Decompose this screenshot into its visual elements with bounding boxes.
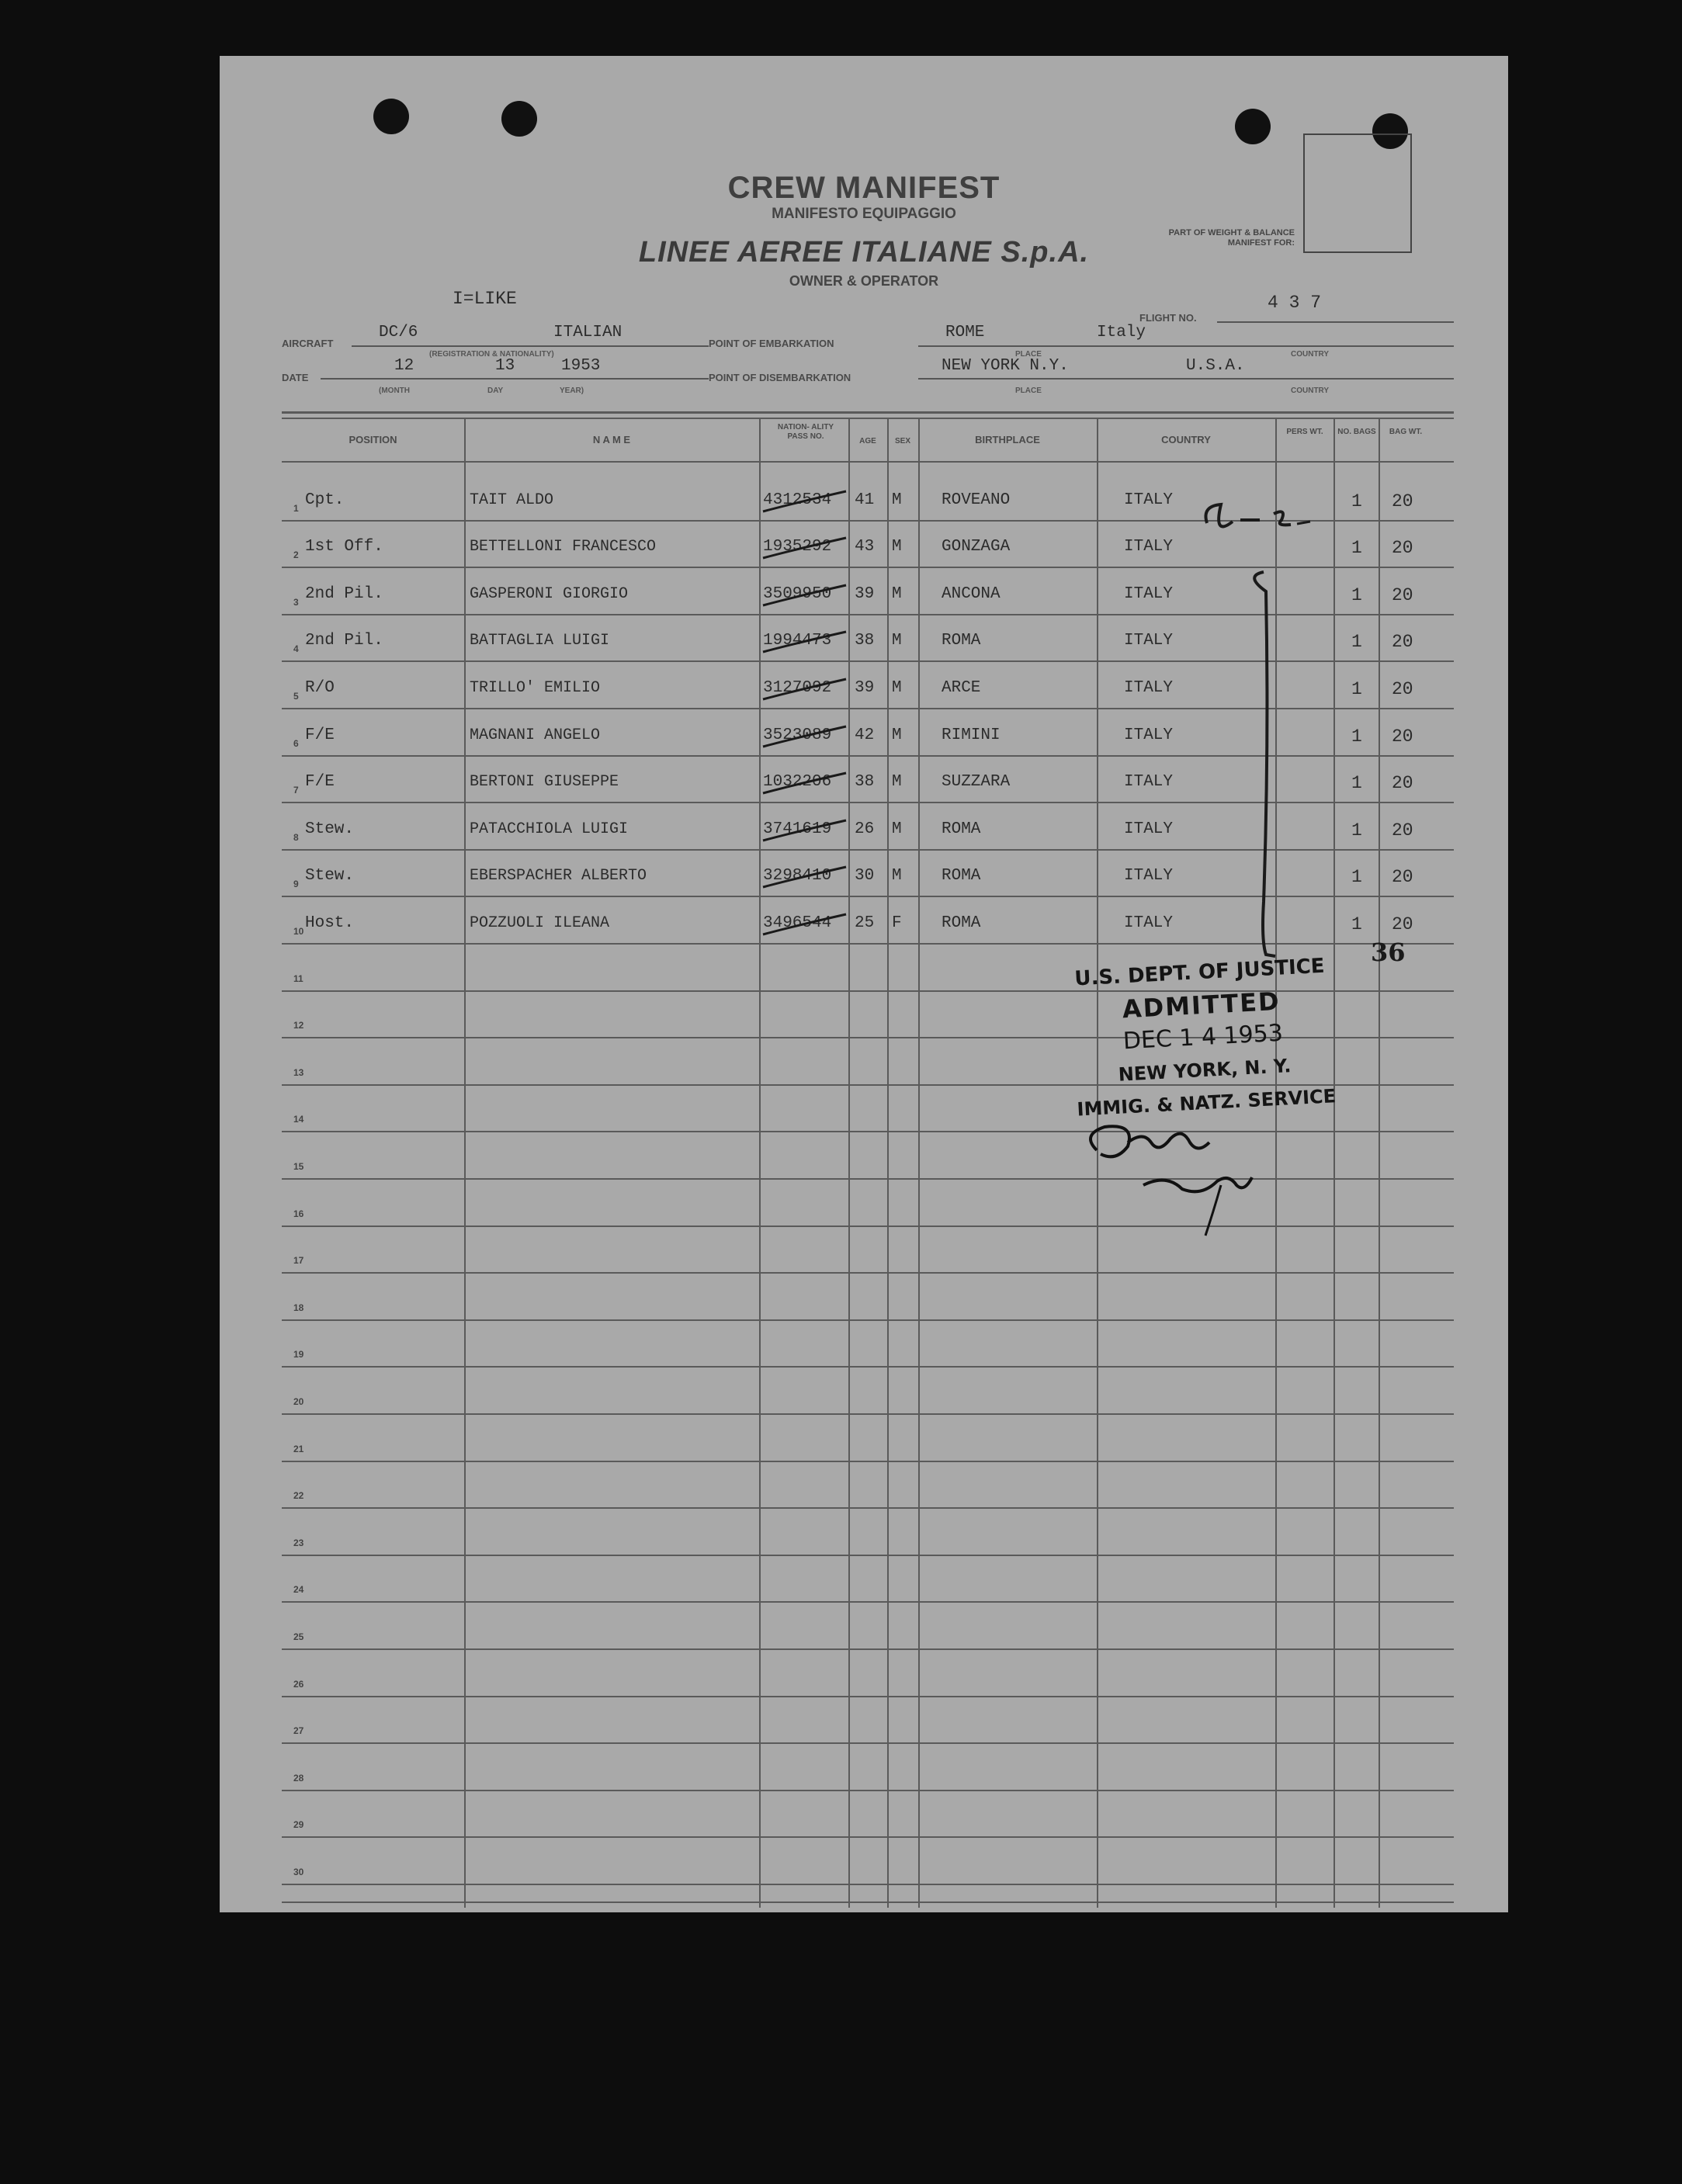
- col-divider: [918, 418, 920, 1908]
- col-header-birthplace: BIRTHPLACE: [975, 434, 1040, 445]
- country: ITALY: [1124, 538, 1174, 556]
- country: ITALY: [1124, 726, 1174, 744]
- row-number: 28: [293, 1773, 304, 1784]
- row-number: 27: [293, 1725, 304, 1736]
- punch-hole: [501, 101, 537, 137]
- col-header-sex: SEX: [894, 437, 910, 445]
- table-top-border: [282, 411, 1454, 414]
- bag-weight: 20: [1392, 867, 1413, 887]
- row-number: 25: [293, 1631, 304, 1642]
- bag-weight: 20: [1392, 491, 1413, 511]
- passport-strike-mark: [759, 767, 852, 798]
- day-label: DAY: [487, 387, 504, 395]
- table-bottom-border: [282, 1901, 1454, 1903]
- disembarkation-label: POINT OF DISEMBARKATION: [709, 372, 851, 383]
- passport-number: 3127092: [763, 679, 832, 697]
- row-number: 29: [293, 1819, 304, 1830]
- table-row: [282, 1790, 1454, 1791]
- row-number: 10: [293, 926, 304, 937]
- col-divider: [1379, 418, 1380, 1908]
- row-number: 23: [293, 1537, 304, 1548]
- row-number: 15: [293, 1161, 304, 1172]
- position: R/O: [305, 679, 335, 697]
- row-number: 18: [293, 1302, 304, 1313]
- table-top-border-2: [282, 418, 1454, 419]
- form-title: CREW MANIFEST: [727, 171, 1001, 205]
- crew-name: POZZUOLI ILEANA: [470, 914, 610, 932]
- bag-count: 1: [1351, 679, 1362, 699]
- row-number: 1: [293, 503, 299, 514]
- crew-name: BERTONI GIUSEPPE: [470, 773, 619, 791]
- sex: M: [892, 773, 902, 791]
- passport-number: 3523089: [763, 726, 832, 744]
- registration: I=LIKE: [453, 289, 517, 309]
- bag-count: 1: [1351, 820, 1362, 841]
- passport-strike-mark: [759, 485, 852, 516]
- date-label: DATE: [282, 372, 309, 383]
- passport-strike-mark: [759, 579, 852, 610]
- passport-number: 3741619: [763, 820, 832, 838]
- row-number: 11: [293, 973, 303, 984]
- table-row: [282, 1648, 1454, 1650]
- age: 38: [855, 632, 875, 650]
- stamp-line-5: IMMIG. & NATZ. SERVICE: [1076, 1085, 1337, 1121]
- bag-count: 1: [1351, 726, 1362, 747]
- sex: M: [892, 491, 902, 509]
- aircraft-underline: [352, 345, 709, 347]
- bag-count: 1: [1351, 914, 1362, 934]
- age: 30: [855, 867, 875, 885]
- row-number: 16: [293, 1208, 304, 1219]
- birthplace: ARCE: [942, 679, 981, 697]
- country-label-2: COUNTRY: [1291, 387, 1330, 395]
- aircraft-type: DC/6: [379, 324, 418, 341]
- place-label: PLACE: [1015, 350, 1042, 359]
- crew-name: MAGNANI ANGELO: [470, 726, 601, 744]
- age: 26: [855, 820, 875, 838]
- punch-hole: [1235, 109, 1271, 144]
- row-number: 20: [293, 1396, 304, 1407]
- bag-count: 1: [1351, 632, 1362, 652]
- row-number: 22: [293, 1490, 304, 1501]
- sex: M: [892, 867, 902, 885]
- passport-number: 1032206: [763, 773, 832, 791]
- country-label: COUNTRY: [1291, 350, 1330, 359]
- passport-strike-mark: [759, 814, 852, 845]
- row-number: 26: [293, 1679, 304, 1690]
- col-header-name: N A M E: [592, 434, 631, 445]
- country: ITALY: [1124, 632, 1174, 650]
- year-label: YEAR): [560, 387, 584, 395]
- date-underline: [321, 378, 709, 380]
- disembarkation-country: U.S.A.: [1186, 357, 1245, 375]
- position: F/E: [305, 773, 335, 791]
- passport-strike-mark: [759, 532, 852, 563]
- passport-number: 1994473: [763, 632, 832, 650]
- sex: M: [892, 632, 902, 650]
- sex: M: [892, 538, 902, 556]
- crew-name: EBERSPACHER ALBERTO: [470, 867, 647, 885]
- col-divider: [464, 418, 466, 1908]
- row-number: 24: [293, 1584, 304, 1595]
- sex: M: [892, 679, 902, 697]
- embarkation-country: Italy: [1097, 324, 1146, 341]
- disembarkation-underline: [918, 378, 1454, 380]
- country: ITALY: [1124, 585, 1174, 603]
- row-number: 21: [293, 1444, 304, 1454]
- stamp-line-2: ADMITTED: [1121, 986, 1281, 1024]
- airline-name: LINEE AEREE ITALIANE S.p.A.: [638, 236, 1090, 269]
- bag-count: 1: [1351, 585, 1362, 605]
- row-number: 19: [293, 1349, 304, 1360]
- punch-hole: [373, 99, 409, 134]
- passport-strike-mark: [759, 908, 852, 939]
- birthplace: ROMA: [942, 867, 981, 885]
- bag-weight: 20: [1392, 820, 1413, 841]
- age: 38: [855, 773, 875, 791]
- position: Host.: [305, 914, 355, 932]
- flight-label: FLIGHT NO.: [1139, 312, 1197, 324]
- month-label: (MONTH: [379, 387, 410, 395]
- place-label-2: PLACE: [1015, 387, 1042, 395]
- bag-weight: 20: [1392, 679, 1413, 699]
- table-row: [282, 1225, 1454, 1227]
- total-bag-weight: 36: [1371, 938, 1406, 967]
- table-row: [282, 1884, 1454, 1885]
- position: 1st Off.: [305, 538, 383, 556]
- bag-weight: 20: [1392, 773, 1413, 793]
- row-number: 9: [293, 879, 299, 889]
- embarkation-place: ROME: [945, 324, 985, 341]
- col-header-bag-wt: BAG WT.: [1389, 428, 1423, 436]
- manifest-sheet: [220, 56, 1508, 1912]
- birthplace: GONZAGA: [942, 538, 1011, 556]
- birthplace: ANCONA: [942, 585, 1001, 603]
- passport-strike-mark: [759, 673, 852, 704]
- inspector-signature: [1073, 1111, 1275, 1243]
- position: 2nd Pil.: [305, 632, 383, 650]
- birthplace: RIMINI: [942, 726, 1001, 744]
- country: ITALY: [1124, 914, 1174, 932]
- position: Stew.: [305, 867, 355, 885]
- col-divider: [1333, 418, 1335, 1908]
- position: F/E: [305, 726, 335, 744]
- passport-number: 1935292: [763, 538, 832, 556]
- position: Stew.: [305, 820, 355, 838]
- stamp-line-3: DEC 1 4 1953: [1122, 1019, 1284, 1056]
- country: ITALY: [1124, 679, 1174, 697]
- birthplace: ROVEANO: [942, 491, 1011, 509]
- row-number: 3: [293, 597, 299, 608]
- col-header-country: COUNTRY: [1161, 434, 1211, 445]
- stamp-line-1: U.S. DEPT. OF JUSTICE: [1073, 954, 1326, 991]
- country: ITALY: [1124, 773, 1174, 791]
- col-header-passport: NATION- ALITY PASS NO.: [777, 423, 834, 441]
- passport-strike-mark: [759, 720, 852, 751]
- age: 25: [855, 914, 875, 932]
- nationality: ITALIAN: [553, 324, 623, 341]
- disembarkation-place: NEW YORK N.Y.: [942, 357, 1069, 375]
- row-number: 5: [293, 691, 299, 702]
- passport-number: 3509950: [763, 585, 832, 603]
- bag-count: 1: [1351, 773, 1362, 793]
- sex: M: [892, 585, 902, 603]
- row-number: 2: [293, 549, 299, 560]
- table-row: [282, 1836, 1454, 1838]
- country: ITALY: [1124, 820, 1174, 838]
- age: 39: [855, 585, 875, 603]
- row-number: 12: [293, 1020, 304, 1031]
- position: Cpt.: [305, 491, 345, 509]
- stamp-line-4: NEW YORK, N. Y.: [1118, 1055, 1292, 1086]
- passport-strike-mark: [759, 861, 852, 892]
- form-subtitle: MANIFESTO EQUIPAGGIO: [772, 206, 956, 222]
- birthplace: SUZZARA: [942, 773, 1011, 791]
- crew-name: GASPERONI GIORGIO: [470, 585, 629, 603]
- age: 41: [855, 491, 875, 509]
- row-number: 4: [293, 643, 299, 654]
- col-header-position: POSITION: [349, 434, 397, 445]
- table-row: [282, 1366, 1454, 1368]
- table-row: [282, 1696, 1454, 1697]
- bag-weight: 20: [1392, 632, 1413, 652]
- handwritten-bracket: [1198, 475, 1322, 1003]
- bag-weight: 20: [1392, 538, 1413, 558]
- country: ITALY: [1124, 491, 1174, 509]
- col-divider: [887, 418, 889, 1908]
- weight-box-label: PART OF WEIGHT & BALANCE MANIFEST FOR:: [1168, 228, 1295, 248]
- age: 42: [855, 726, 875, 744]
- header-bottom-border: [282, 461, 1454, 463]
- bag-count: 1: [1351, 538, 1362, 558]
- owner-label: OWNER & OPERATOR: [789, 273, 939, 289]
- position: 2nd Pil.: [305, 585, 383, 603]
- crew-name: BETTELLONI FRANCESCO: [470, 538, 657, 556]
- row-number: 17: [293, 1255, 304, 1266]
- table-row: [282, 1319, 1454, 1321]
- crew-name: TRILLO' EMILIO: [470, 679, 601, 697]
- passport-number: 3298410: [763, 867, 832, 885]
- bag-count: 1: [1351, 867, 1362, 887]
- sex: M: [892, 726, 902, 744]
- row-number: 14: [293, 1114, 304, 1125]
- row-number: 8: [293, 832, 299, 843]
- flight-underline: [1217, 321, 1454, 323]
- embarkation-label: POINT OF EMBARKATION: [709, 338, 834, 349]
- table-row: [282, 1413, 1454, 1415]
- date-month: 12: [394, 357, 414, 375]
- sex: M: [892, 820, 902, 838]
- embarkation-underline: [918, 345, 1454, 347]
- col-header-age: AGE: [859, 437, 876, 445]
- birthplace: ROMA: [942, 820, 981, 838]
- table-row: [282, 1178, 1454, 1180]
- country: ITALY: [1124, 867, 1174, 885]
- passport-strike-mark: [759, 626, 852, 657]
- table-row: [282, 1131, 1454, 1132]
- bag-weight: 20: [1392, 585, 1413, 605]
- row-number: 30: [293, 1867, 304, 1877]
- passport-number: 4312534: [763, 491, 832, 509]
- table-row: [282, 1272, 1454, 1274]
- table-row: [282, 1507, 1454, 1509]
- row-number: 7: [293, 785, 299, 796]
- immigration-stamp: [1070, 949, 1337, 1125]
- row-number: 6: [293, 738, 299, 749]
- col-header-bags: NO. BAGS: [1337, 428, 1376, 436]
- table-row: [282, 1742, 1454, 1744]
- table-row: [282, 1555, 1454, 1556]
- weight-balance-box: [1303, 133, 1412, 253]
- age: 39: [855, 679, 875, 697]
- aircraft-label: AIRCRAFT: [282, 338, 334, 349]
- crew-name: PATACCHIOLA LUIGI: [470, 820, 629, 838]
- flight-number: 4 3 7: [1268, 293, 1322, 313]
- table-row: [282, 1461, 1454, 1462]
- birthplace: ROMA: [942, 632, 981, 650]
- crew-name: BATTAGLIA LUIGI: [470, 632, 610, 650]
- registration-note: (REGISTRATION & NATIONALITY): [429, 350, 554, 359]
- bag-weight: 20: [1392, 914, 1413, 934]
- col-header-pers-wt: PERS WT.: [1286, 428, 1323, 436]
- age: 43: [855, 538, 875, 556]
- bag-weight: 20: [1392, 726, 1413, 747]
- date-year: 1953: [561, 357, 601, 375]
- passport-number: 3496544: [763, 914, 832, 932]
- date-day: 13: [495, 357, 515, 375]
- crew-name: TAIT ALDO: [470, 491, 554, 509]
- table-row: [282, 1601, 1454, 1603]
- birthplace: ROMA: [942, 914, 981, 932]
- row-number: 13: [293, 1067, 304, 1078]
- sex: F: [892, 914, 902, 932]
- bag-count: 1: [1351, 491, 1362, 511]
